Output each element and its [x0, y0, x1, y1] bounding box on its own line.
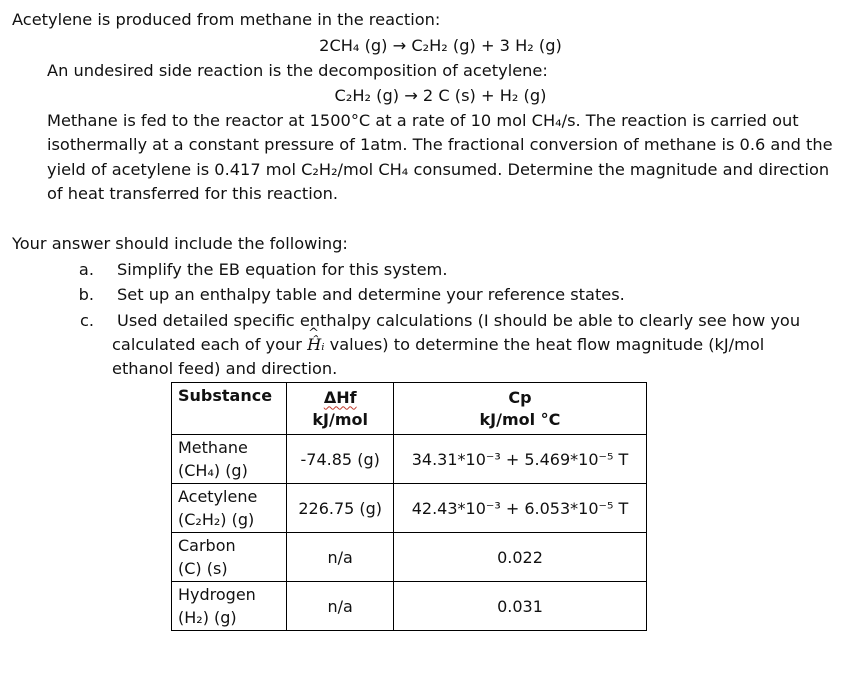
- problem-line-3: yield of acetylene is 0.417 mol C₂H₂/mol CH₄ consumed. Determine the magnitude and direction: [47, 160, 830, 179]
- substance-name: Methane: [178, 438, 248, 457]
- table-row: [172, 435, 647, 484]
- substance-formula: (H₂) (g): [178, 608, 237, 627]
- header-cp-label: Cp: [508, 387, 532, 407]
- problem-line-4: of heat transferred for this reaction.: [47, 184, 339, 203]
- list-item-c-line-2: [112, 335, 764, 355]
- substance-cell: [172, 533, 287, 582]
- cp-cell: 0.022: [393, 533, 646, 582]
- dhf-cell: 226.75 (g): [287, 484, 394, 533]
- enthalpy-data-table: [171, 382, 647, 631]
- list-marker-b: b.: [78, 285, 94, 304]
- substance-cell: [172, 582, 287, 631]
- cp-cell: 34.31*10⁻³ + 5.469*10⁻⁵ T: [393, 435, 646, 484]
- substance-name: Acetylene: [178, 487, 258, 506]
- dhf-cell: n/a: [287, 533, 394, 582]
- substance-formula: (C) (s): [178, 559, 228, 578]
- cp-cell: 42.43*10⁻³ + 6.053*10⁻⁵ T: [393, 484, 646, 533]
- side-reaction-intro: An undesired side reaction is the decomposition of acetylene:: [47, 61, 548, 80]
- substance-formula: (C₂H₂) (g): [178, 510, 255, 529]
- substance-name: Carbon: [178, 536, 236, 555]
- header-cp: [393, 383, 646, 435]
- substance-formula: (CH₄) (g): [178, 461, 248, 480]
- reaction-1: 2CH₄ (g) → C₂H₂ (g) + 3 H₂ (g): [319, 36, 562, 55]
- table-row: [172, 484, 647, 533]
- table-row: [172, 533, 647, 582]
- dhf-cell: n/a: [287, 582, 394, 631]
- list-marker-c: c.: [79, 311, 94, 330]
- specific-enthalpy-symbol: ^ Ĥᵢ: [307, 335, 324, 355]
- list-item-c-line-3: ethanol feed) and direction.: [112, 359, 338, 378]
- header-cp-unit: kJ/mol °C: [479, 409, 561, 429]
- problem-line-1: Methane is fed to the reactor at 1500°C at a rate of 10 mol CH₄/s. The reaction is carried out: [47, 111, 799, 130]
- list-item-c-line-2a: calculated each of your: [112, 335, 308, 354]
- substance-cell: [172, 435, 287, 484]
- substance-name: Hydrogen: [178, 585, 256, 604]
- header-dhf-unit: kJ/mol: [312, 409, 368, 429]
- problem-line-2: isothermally at a constant pressure of 1atm. The fractional conversion of methane is 0.6 and the: [47, 135, 833, 154]
- substance-cell: [172, 484, 287, 533]
- list-item-c-line-2b: values) to determine the heat flow magnitude (kJ/mol: [324, 335, 765, 354]
- header-dhf-label: ΔHf: [323, 387, 357, 407]
- header-substance: Substance: [172, 383, 287, 435]
- cp-cell: 0.031: [393, 582, 646, 631]
- list-item-c-line-1: Used detailed specific enthalpy calculations (I should be able to clearly see how you: [117, 311, 801, 330]
- answer-heading: Your answer should include the following:: [12, 234, 348, 253]
- header-dhf: [287, 383, 394, 435]
- list-item-b: Set up an enthalpy table and determine your reference states.: [117, 285, 625, 304]
- dhf-cell: -74.85 (g): [287, 435, 394, 484]
- table-header-row: [172, 383, 647, 435]
- list-item-a: Simplify the EB equation for this system.: [117, 260, 448, 279]
- list-marker-a: a.: [78, 260, 94, 279]
- reaction-2: C₂H₂ (g) → 2 C (s) + H₂ (g): [334, 86, 547, 105]
- table-row: [172, 582, 647, 631]
- intro-text: Acetylene is produced from methane in the reaction:: [12, 10, 441, 29]
